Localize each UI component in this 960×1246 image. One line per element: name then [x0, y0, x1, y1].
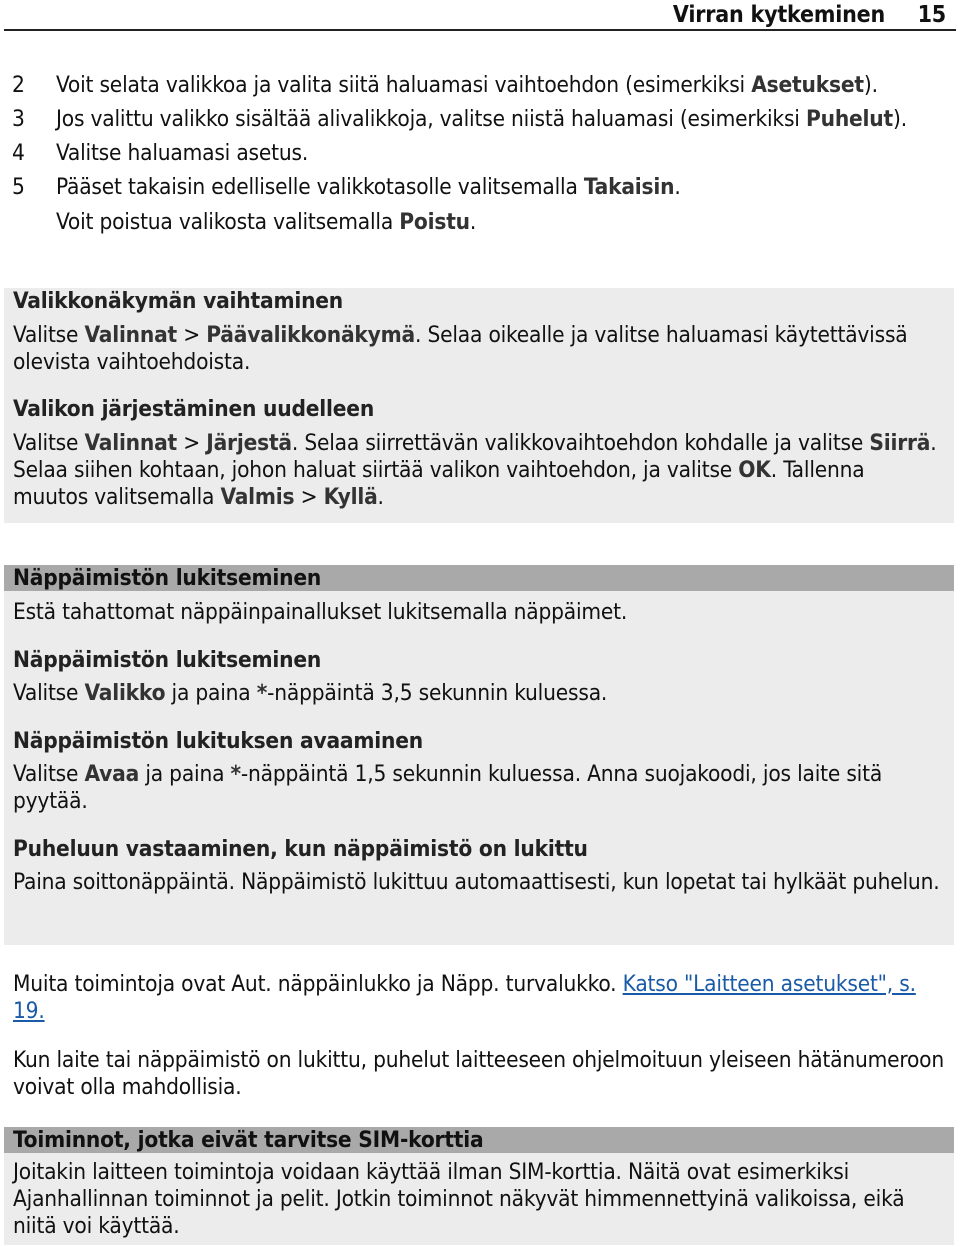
- step-number: 4: [12, 140, 25, 166]
- step-item: [0, 174, 960, 236]
- step-note: Voit poistua valikosta valitsemalla Poistu.: [56, 209, 477, 235]
- step-text: Valitse haluamasi asetus.: [56, 140, 309, 166]
- step-number: 5: [12, 174, 25, 200]
- menu-option: Poistu: [399, 209, 470, 235]
- page-number: 15: [917, 2, 946, 28]
- header-rule: [4, 29, 956, 31]
- step-text: Pääset takaisin edelliselle valikkotasolle valitsemalla Takaisin.: [56, 174, 681, 200]
- step-number: 2: [12, 72, 25, 98]
- section-heading: Näppäimistön lukitseminen: [4, 565, 954, 591]
- section-heading: Toiminnot, jotka eivät tarvitse SIM-korttia: [4, 1127, 954, 1153]
- step-number: 3: [12, 106, 25, 132]
- sim-box: [4, 1127, 954, 1245]
- tips-box: [4, 288, 954, 523]
- menu-option: Puhelut: [805, 106, 893, 132]
- tip-body: Valitse Valinnat > Päävalikkonäkymä. Selaa oikealle ja valitse haluamasi käytettävissä olevista vaihtoehdoista.: [13, 322, 908, 375]
- settings-link[interactable]: Katso "Laitteen asetukset", s. 19.: [13, 971, 916, 1024]
- paragraph-emergency: Kun laite tai näppäimistö on lukittu, puhelut laitteeseen ohjelmoituun yleiseen hätänumeroon voivat olla mahdollisia.: [13, 1047, 944, 1100]
- step-text: Voit selata valikkoa ja valita siitä haluamasi vaihtoehdon (esimerkiksi Asetukset).: [56, 72, 878, 98]
- step-item: [0, 72, 960, 99]
- tip-title: Näppäimistön lukituksen avaaminen: [13, 728, 423, 754]
- section-body: Joitakin laitteen toimintoja voidaan käyttää ilman SIM-korttia. Näitä ovat esimerkiksi Ajanhallinnan toiminnot ja pelit. Jotkin toiminnot näkyvät himmennettyinä valikoissa, eikä niitä voi käyttää.: [13, 1159, 905, 1239]
- tip-title: Näppäimistön lukitseminen: [13, 647, 322, 673]
- running-header: [0, 0, 960, 32]
- tip-body: Valitse Avaa ja paina *-näppäintä 1,5 sekunnin kuluessa. Anna suojakoodi, jos laite sitä pyytää.: [13, 761, 883, 814]
- menu-option: Asetukset: [751, 72, 864, 98]
- header-title: Virran kytkeminen: [672, 2, 885, 28]
- keylock-box: [4, 565, 954, 945]
- tip-body: Paina soittonäppäintä. Näppäimistö lukittuu automaattisesti, kun lopetat tai hylkäät puhelun.: [13, 869, 940, 895]
- step-text: Jos valittu valikko sisältää alivalikkoja, valitse niistä haluamasi (esimerkiksi Puhelut).: [56, 106, 907, 132]
- step-item: [0, 140, 960, 167]
- tip-title: Valikon järjestäminen uudelleen: [13, 396, 375, 422]
- step-list: [0, 72, 960, 243]
- menu-option: Takaisin: [583, 174, 675, 200]
- tip-body: Valitse Valikko ja paina *-näppäintä 3,5 sekunnin kuluessa.: [13, 680, 608, 706]
- section-intro: Estä tahattomat näppäinpainallukset lukitsemalla näppäimet.: [13, 599, 628, 625]
- tip-title: Valikkonäkymän vaihtaminen: [13, 288, 344, 314]
- step-item: [0, 106, 960, 133]
- tip-title: Puheluun vastaaminen, kun näppäimistö on lukittu: [13, 836, 588, 862]
- tip-body: Valitse Valinnat > Järjestä. Selaa siirrettävän valikkovaihtoehdon kohdalle ja valitse Siirrä. Selaa siihen kohtaan, johon haluat siirtää valikon vaihtoehdon, ja valitse OK. Tallenna muutos valitsemalla Valmis > Kyllä.: [13, 430, 937, 510]
- paragraph-other-functions: Muita toimintoja ovat Aut. näppäinlukko ja Näpp. turvalukko. Katso "Laitteen asetukset", s. 19.: [13, 971, 916, 1024]
